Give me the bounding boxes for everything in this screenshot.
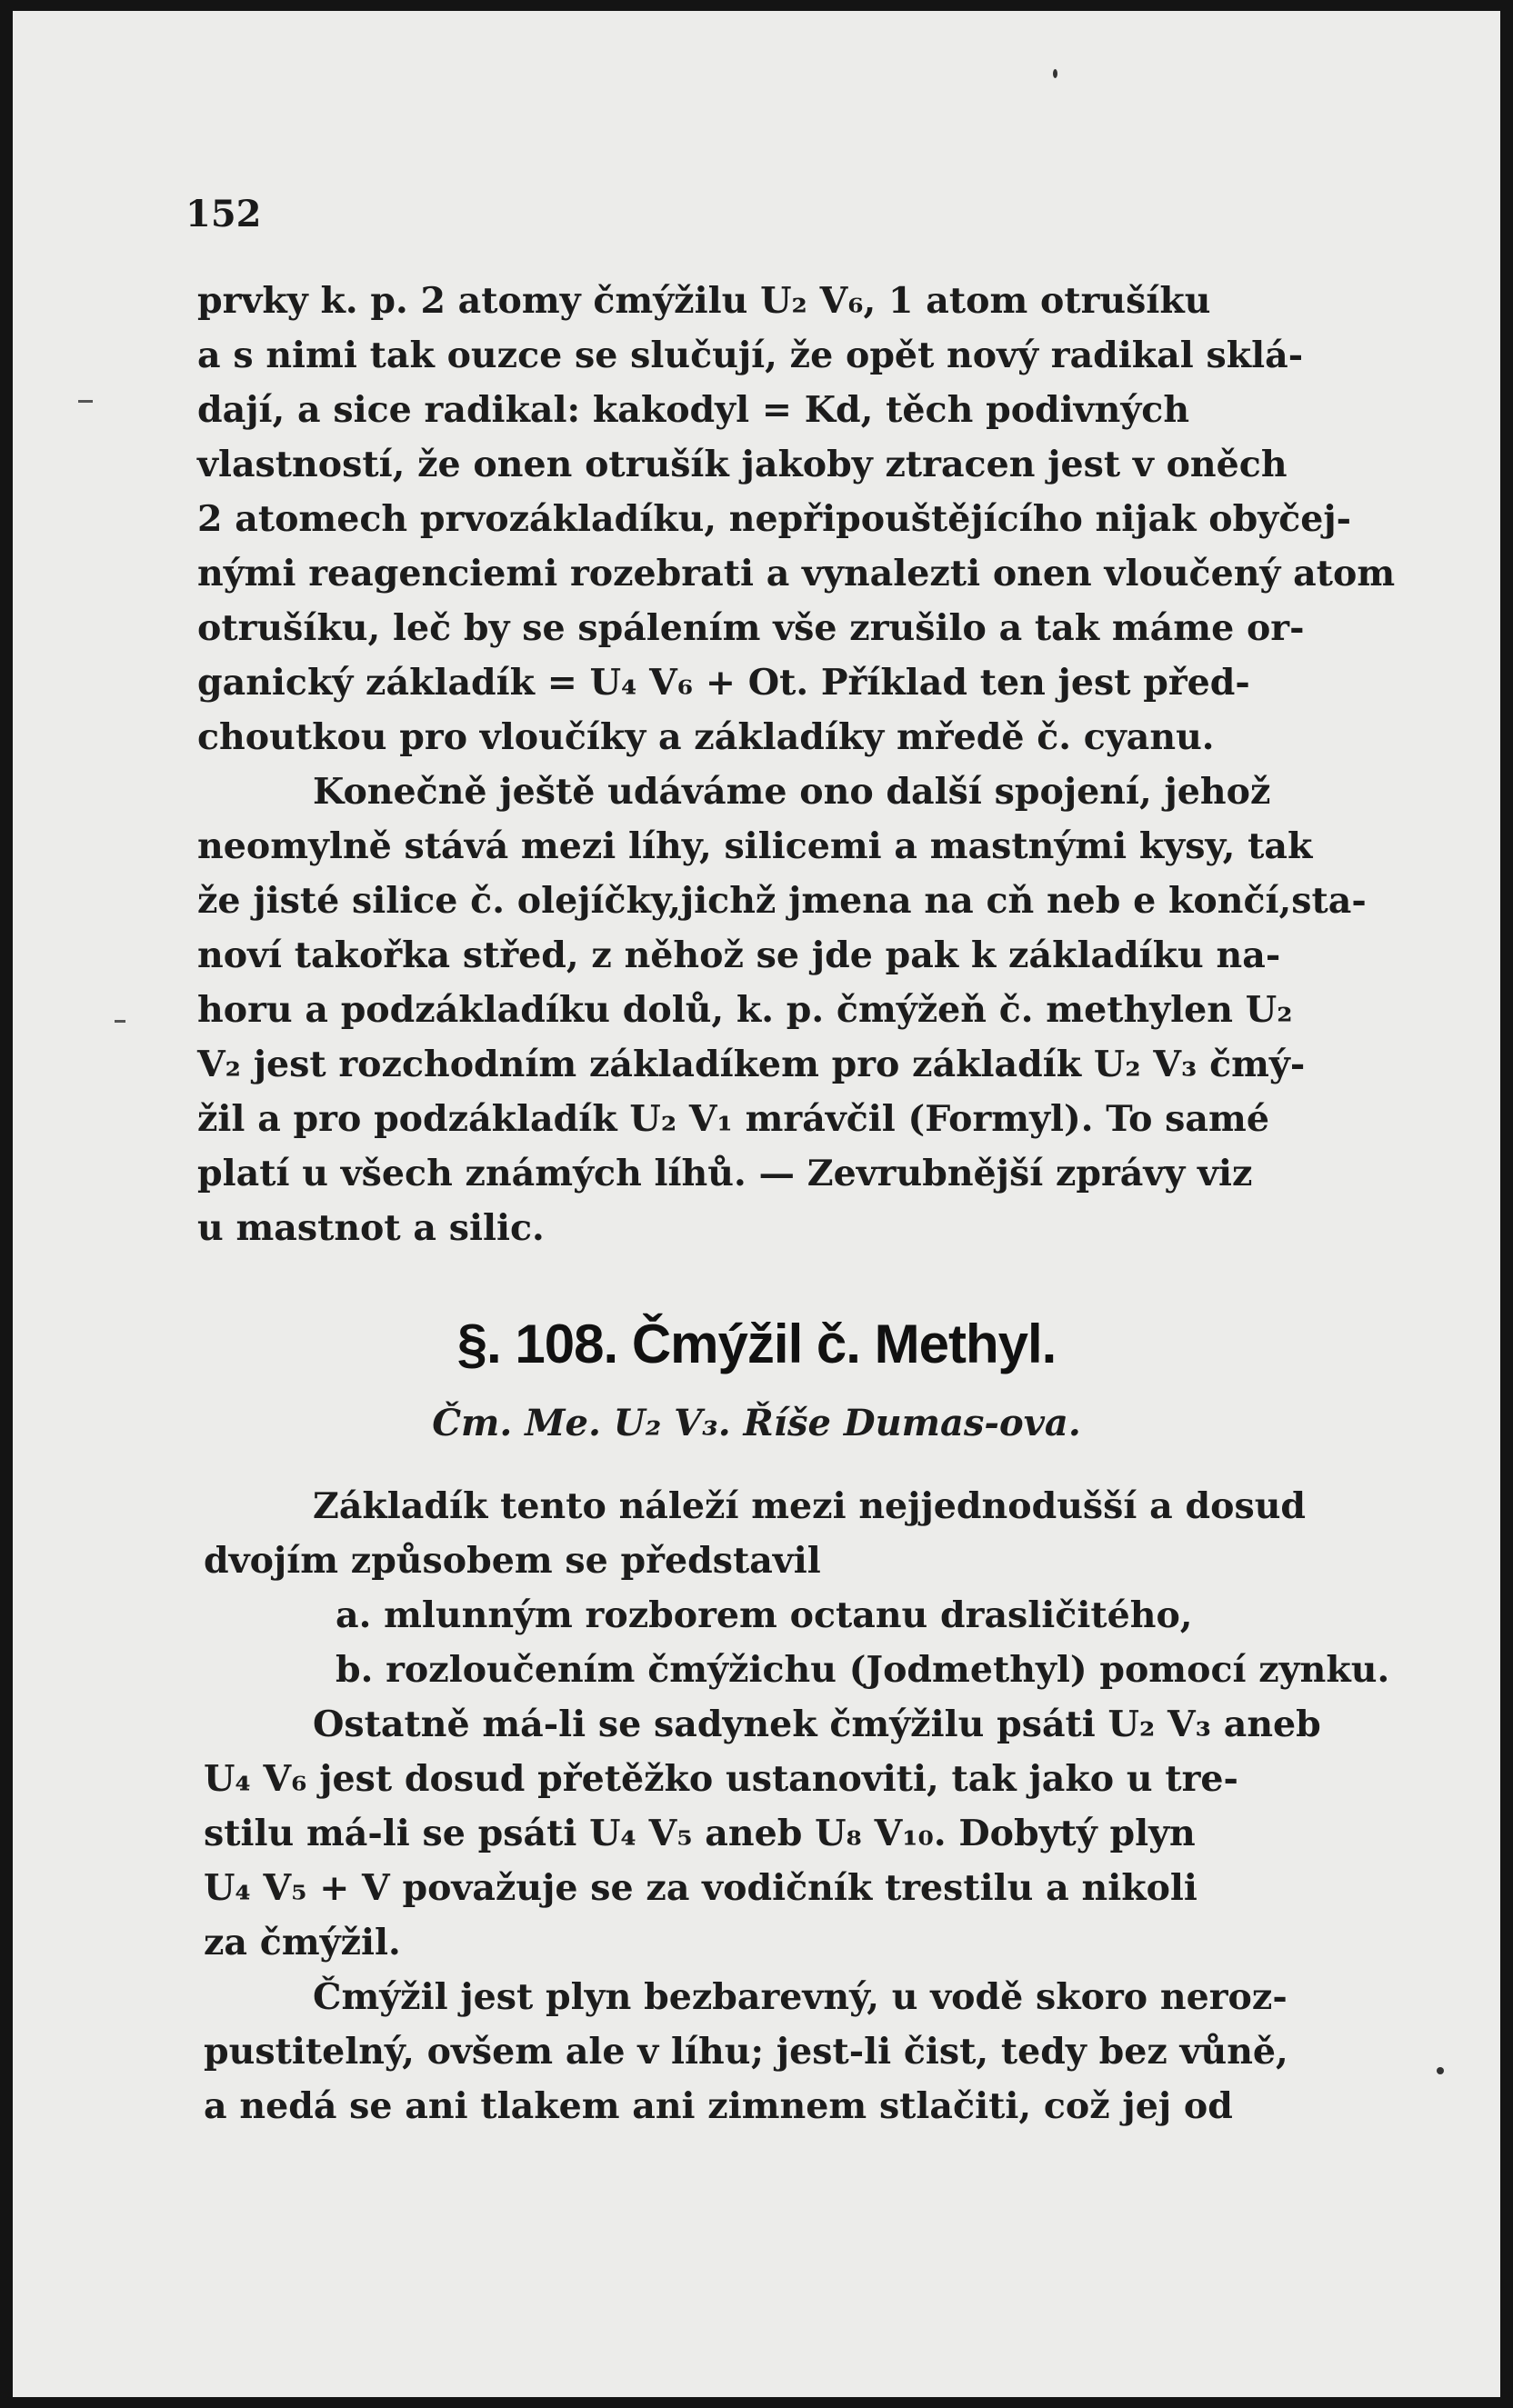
text-line: pustitelný, ovšem ale v líhu; jest-li čist, tedy bez vůně, xyxy=(204,2031,1288,2073)
text-line: 2 atomech prvozákladíku, nepřipouštějícího nijak obyčej- xyxy=(197,498,1352,540)
text-line: b. rozloučením čmýžichu (Jodmethyl) pomocí zynku. xyxy=(336,1649,1390,1691)
text-line: žil a pro podzákladík U₂ V₁ mrávčil (Formyl). To samé xyxy=(197,1098,1269,1140)
section-heading: §. 108. Čmýžil č. Methyl. xyxy=(456,1314,1057,1374)
text-line: stilu má-li se psáti U₄ V₅ aneb U₈ V₁₀. Dobytý plyn xyxy=(204,1813,1196,1854)
text-line: nými reagenciemi rozebrati a vynalezti onen vloučený atom xyxy=(197,553,1396,595)
text-line: V₂ jest rozchodním základíkem pro základík U₂ V₃ čmý- xyxy=(197,1044,1306,1085)
text-line: Ostatně má-li se sadynek čmýžilu psáti U₂ V₃ aneb xyxy=(313,1704,1321,1745)
text-line: za čmýžil. xyxy=(204,1922,401,1963)
text-line: platí u všech známých líhů. — Zevrubnější zprávy viz xyxy=(197,1153,1253,1194)
margin-mark xyxy=(78,400,93,403)
text-line: horu a podzákladíku dolů, k. p. čmýžeň č. methylen U₂ xyxy=(197,989,1293,1031)
text-line: U₄ V₆ jest dosud přetěžko ustanoviti, tak jako u tre- xyxy=(204,1758,1238,1800)
text-line: Čmýžil jest plyn bezbarevný, u vodě skoro neroz- xyxy=(313,1976,1288,2018)
text-line: a nedá se ani tlakem ani zimnem stlačiti, což jej od xyxy=(204,2085,1233,2127)
text-line: Konečně ještě udáváme ono další spojení, jehož xyxy=(313,771,1271,813)
text-line: a. mlunným rozborem octanu drasličitého, xyxy=(336,1594,1193,1636)
book-page xyxy=(13,11,1500,2397)
page-number: 152 xyxy=(185,193,262,235)
text-line: prvky k. p. 2 atomy čmýžilu U₂ V₆, 1 atom otrušíku xyxy=(197,280,1211,322)
text-line: vlastností, že onen otrušík jakoby ztracen jest v oněch xyxy=(197,444,1288,485)
margin-mark xyxy=(115,1020,125,1023)
text-line: ganický základík = U₄ V₆ + Ot. Příklad ten jest před- xyxy=(197,662,1250,704)
text-line: dají, a sice radikal: kakodyl = Kd, těch podivných xyxy=(197,389,1190,431)
text-line: že jisté silice č. olejíčky,jichž jmena na cň neb e končí,sta- xyxy=(197,880,1367,922)
text-line: Základík tento náleží mezi nejjednodušší a dosud xyxy=(313,1485,1307,1527)
section-subheading: Čm. Me. U₂ V₃. Říše Dumas-ova. xyxy=(432,1402,1081,1444)
speck-dot xyxy=(1437,2067,1444,2074)
text-line: u mastnot a silic. xyxy=(197,1207,545,1249)
text-line: U₄ V₅ + V považuje se za vodičník trestilu a nikoli xyxy=(204,1867,1197,1909)
text-line: noví takořka střed, z něhož se jde pak k základíku na- xyxy=(197,934,1281,976)
speck-dot xyxy=(1053,69,1057,78)
text-line: neomylně stává mezi líhy, silicemi a mastnými kysy, tak xyxy=(197,825,1313,867)
text-line: dvojím způsobem se představil xyxy=(204,1540,821,1582)
text-line: choutkou pro vloučíky a základíky mředě č. cyanu. xyxy=(197,716,1215,758)
text-line: a s nimi tak ouzce se slučují, že opět nový radikal sklá- xyxy=(197,335,1304,376)
text-line: otrušíku, leč by se spálením vše zrušilo a tak máme or- xyxy=(197,607,1305,649)
